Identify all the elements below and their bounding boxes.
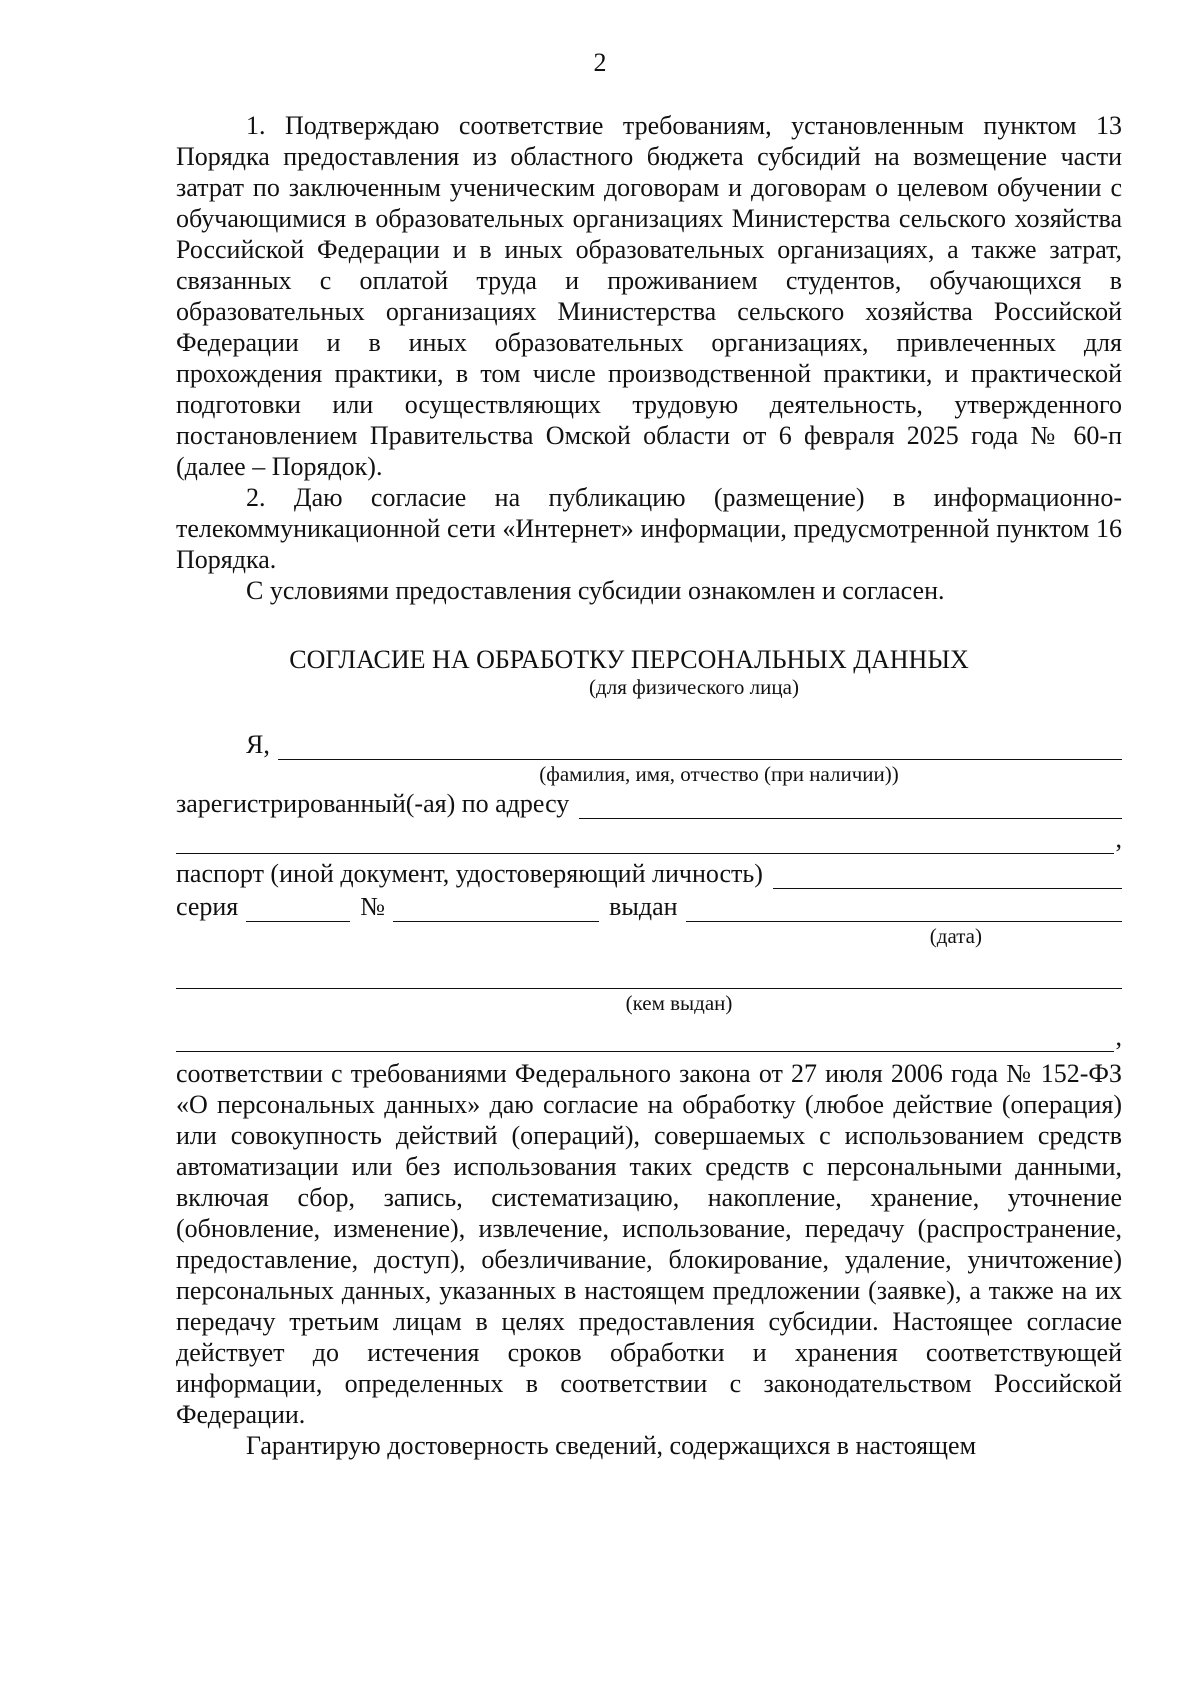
- address-comma: ,: [1115, 824, 1122, 853]
- address-row: [176, 788, 1122, 819]
- issuer-comma: ,: [1115, 1022, 1122, 1051]
- full-name-caption: (фамилия, имя, отчество (при наличии)): [539, 762, 899, 786]
- series-field[interactable]: [246, 899, 350, 922]
- full-name-row: [176, 729, 1122, 760]
- paragraph-confirmation: 1. Подтверждаю соответствие требованиям, установленным пунктом 13 Порядка предоставления из областного бюджета субсидий на возмещение части затрат по заключенным ученическим договорам и договорам о целевом обучении с обучающимися в образовательных организациях Министерства сельского хозяйства Российской Федерации и в иных образовательных организациях, а также затрат, связанных с оплатой труда и проживанием студентов, обучающихся в образовательных организациях Министерства сельского хозяйства Российской Федерации и в иных образовательных организациях, привлеченных для прохождения практики, в том числе производственной практики, и практической подготовки или осуществляющих трудовую деятельность, утвержденного постановлением Правительства Омской области от 6 февраля 2025 года № 60-п (далее – Порядок).: [176, 111, 1122, 481]
- page-number: 2: [593, 48, 607, 77]
- consent-title: СОГЛАСИЕ НА ОБРАБОТКУ ПЕРСОНАЛЬНЫХ ДАННЫХ: [289, 645, 969, 674]
- paragraph-conditions-agreement: С условиями предоставления субсидии ознакомлен и согласен.: [246, 576, 945, 605]
- issuer-caption: (кем выдан): [625, 991, 733, 1015]
- issuer-field[interactable]: [176, 966, 1122, 989]
- issue-date-field[interactable]: [686, 899, 1122, 922]
- passport-row: [176, 858, 1122, 889]
- series-label: серия: [176, 892, 239, 921]
- issuer-field-continued[interactable]: [176, 1029, 1114, 1052]
- guarantee-line: Гарантирую достоверность сведений, содержащихся в настоящем: [246, 1431, 977, 1460]
- issued-label: выдан: [609, 892, 678, 921]
- paragraph-publication-consent: 2. Даю согласие на публикацию (размещение) в информационно-телекоммуникационной сети «Интернет» информации, предусмотренной пунктом 16 Порядка.: [176, 483, 1122, 574]
- consent-body-text: соответствии с требованиями Федерального закона от 27 июля 2006 года № 152-ФЗ «О персональных данных» даю согласие на обработку (любое действие (операция) или совокупность действий (операций), совершаемых с использованием средств автоматизации или без использования таких средств с персональными данными, включая сбор, запись, систематизацию, накопление, хранение, уточнение (обновление, изменение), извлечение, использование, передачу (распространение, предоставление, доступ), обезличивание, блокирование, удаление, уничтожение) персональных данных, указанных в настоящем предложении (заявке), а также на их передачу третьим лицам в целях предоставления субсидии. Настоящее согласие действует до истечения сроков обработки и хранения соответствующей информации, определенных в соответствии с законодательством Российской Федерации.: [176, 1059, 1122, 1429]
- passport-document-field[interactable]: [773, 866, 1122, 889]
- issuer-row: [176, 966, 1122, 989]
- number-label: №: [360, 892, 386, 921]
- address-field[interactable]: [579, 796, 1122, 819]
- number-field[interactable]: [393, 899, 599, 922]
- passport-details-row: [176, 891, 1122, 922]
- full-name-field[interactable]: [278, 737, 1122, 760]
- document-body: [176, 110, 1122, 1461]
- address-field-continued[interactable]: [176, 831, 1114, 854]
- passport-label: паспорт (иной документ, удостоверяющий личность): [176, 859, 763, 888]
- ya-label: Я,: [246, 730, 270, 759]
- address-label: зарегистрированный(-ая) по адресу: [176, 789, 570, 818]
- date-caption: (дата): [929, 924, 982, 948]
- consent-subtitle: (для физического лица): [589, 675, 799, 699]
- address-row-continued: [176, 823, 1122, 854]
- issuer-row-continued: [176, 1021, 1122, 1052]
